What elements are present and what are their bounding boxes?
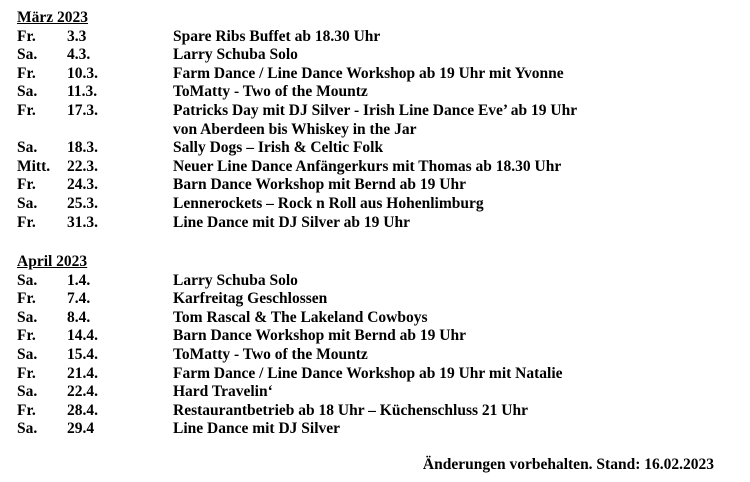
date-label: 25.3. (67, 194, 98, 212)
day-label: Fr. (17, 213, 36, 231)
date-label: 28.4. (67, 401, 98, 419)
schedule-row (17, 290, 737, 309)
schedule-row (17, 346, 737, 365)
schedule-row (17, 121, 737, 140)
schedule-row (17, 46, 737, 65)
day-label: Sa. (17, 46, 38, 64)
day-label: Sa. (17, 194, 38, 212)
event-description: Barn Dance Workshop mit Bernd ab 19 Uhr (173, 327, 466, 345)
day-label: Fr. (17, 176, 36, 194)
month-section-march (17, 9, 737, 232)
schedule-row (17, 383, 737, 402)
schedule-row (17, 158, 737, 177)
event-description: ToMatty - Two of the Mountz (173, 83, 368, 101)
event-description: Tom Rascal & The Lakeland Cowboys (173, 308, 428, 326)
date-label: 22.4. (67, 383, 98, 401)
schedule-row (17, 420, 737, 439)
date-label: 8.4. (67, 308, 91, 326)
month-section-april (17, 253, 737, 439)
event-description: Karfreitag Geschlossen (173, 290, 328, 308)
date-label: 22.3. (67, 157, 98, 175)
day-label: Fr. (17, 401, 36, 419)
day-label: Sa. (17, 271, 38, 289)
schedule-row (17, 83, 737, 102)
date-label: 7.4. (67, 290, 91, 308)
day-label: Sa. (17, 83, 38, 101)
schedule-row (17, 309, 737, 328)
date-label: 29.4 (67, 420, 95, 438)
schedule-row (17, 102, 737, 121)
event-description: Line Dance mit DJ Silver ab 19 Uhr (173, 213, 410, 231)
event-list (17, 272, 737, 439)
event-description: Line Dance mit DJ Silver (173, 420, 341, 438)
event-description: Larry Schuba Solo (173, 271, 298, 289)
event-description: Spare Ribs Buffet ab 18.30 Uhr (173, 27, 381, 45)
day-label: Mitt. (17, 157, 51, 175)
schedule-row (17, 272, 737, 291)
month-title: April 2023 (17, 253, 88, 270)
date-label: 10.3. (67, 64, 98, 82)
footer-note: Änderungen vorbehalten. Stand: 16.02.2023 (422, 456, 714, 473)
day-label: Sa. (17, 383, 38, 401)
schedule-row (17, 28, 737, 47)
event-description: von Aberdeen bis Whiskey in the Jar (173, 120, 417, 138)
event-list (17, 28, 737, 233)
date-label: 4.3. (67, 46, 91, 64)
event-description: Hard Travelin‘ (173, 383, 273, 401)
date-label: 31.3. (67, 213, 98, 231)
event-description: Farm Dance / Line Dance Workshop ab 19 Uhr mit Yvonne (173, 64, 564, 82)
day-label: Fr. (17, 64, 36, 82)
day-label: Fr. (17, 364, 36, 382)
date-label: 18.3. (67, 139, 98, 157)
date-label: 15.4. (67, 345, 98, 363)
event-description: Patricks Day mit DJ Silver - Irish Line Dance Eve’ ab 19 Uhr (173, 101, 578, 119)
event-description: ToMatty - Two of the Mountz (173, 345, 368, 363)
schedule-row (17, 214, 737, 233)
schedule-row (17, 65, 737, 84)
schedule-row (17, 365, 737, 384)
date-label: 1.4. (67, 271, 91, 289)
day-label: Fr. (17, 101, 36, 119)
event-description: Sally Dogs – Irish & Celtic Folk (173, 139, 384, 157)
day-label: Sa. (17, 345, 38, 363)
day-label: Sa. (17, 308, 38, 326)
schedule-row (17, 327, 737, 346)
event-description: Lennerockets – Rock n Roll aus Hohenlimburg (173, 194, 484, 212)
event-description: Barn Dance Workshop mit Bernd ab 19 Uhr (173, 176, 466, 194)
date-label: 3.3 (67, 27, 87, 45)
day-label: Sa. (17, 139, 38, 157)
day-label: Fr. (17, 290, 36, 308)
date-label: 11.3. (67, 83, 98, 101)
event-description: Larry Schuba Solo (173, 46, 298, 64)
month-title: März 2023 (17, 9, 89, 26)
event-description: Restaurantbetrieb ab 18 Uhr – Küchenschluss 21 Uhr (173, 401, 528, 419)
date-label: 21.4. (67, 364, 98, 382)
date-label: 17.3. (67, 101, 98, 119)
day-label: Fr. (17, 27, 36, 45)
date-label: 24.3. (67, 176, 98, 194)
schedule-row (17, 139, 737, 158)
day-label: Fr. (17, 327, 36, 345)
event-description: Neuer Line Dance Anfängerkurs mit Thomas ab 18.30 Uhr (173, 157, 562, 175)
event-description: Farm Dance / Line Dance Workshop ab 19 Uhr mit Natalie (173, 364, 563, 382)
schedule-row (17, 402, 737, 421)
day-label: Sa. (17, 420, 38, 438)
schedule-row (17, 195, 737, 214)
date-label: 14.4. (67, 327, 98, 345)
schedule-row (17, 176, 737, 195)
